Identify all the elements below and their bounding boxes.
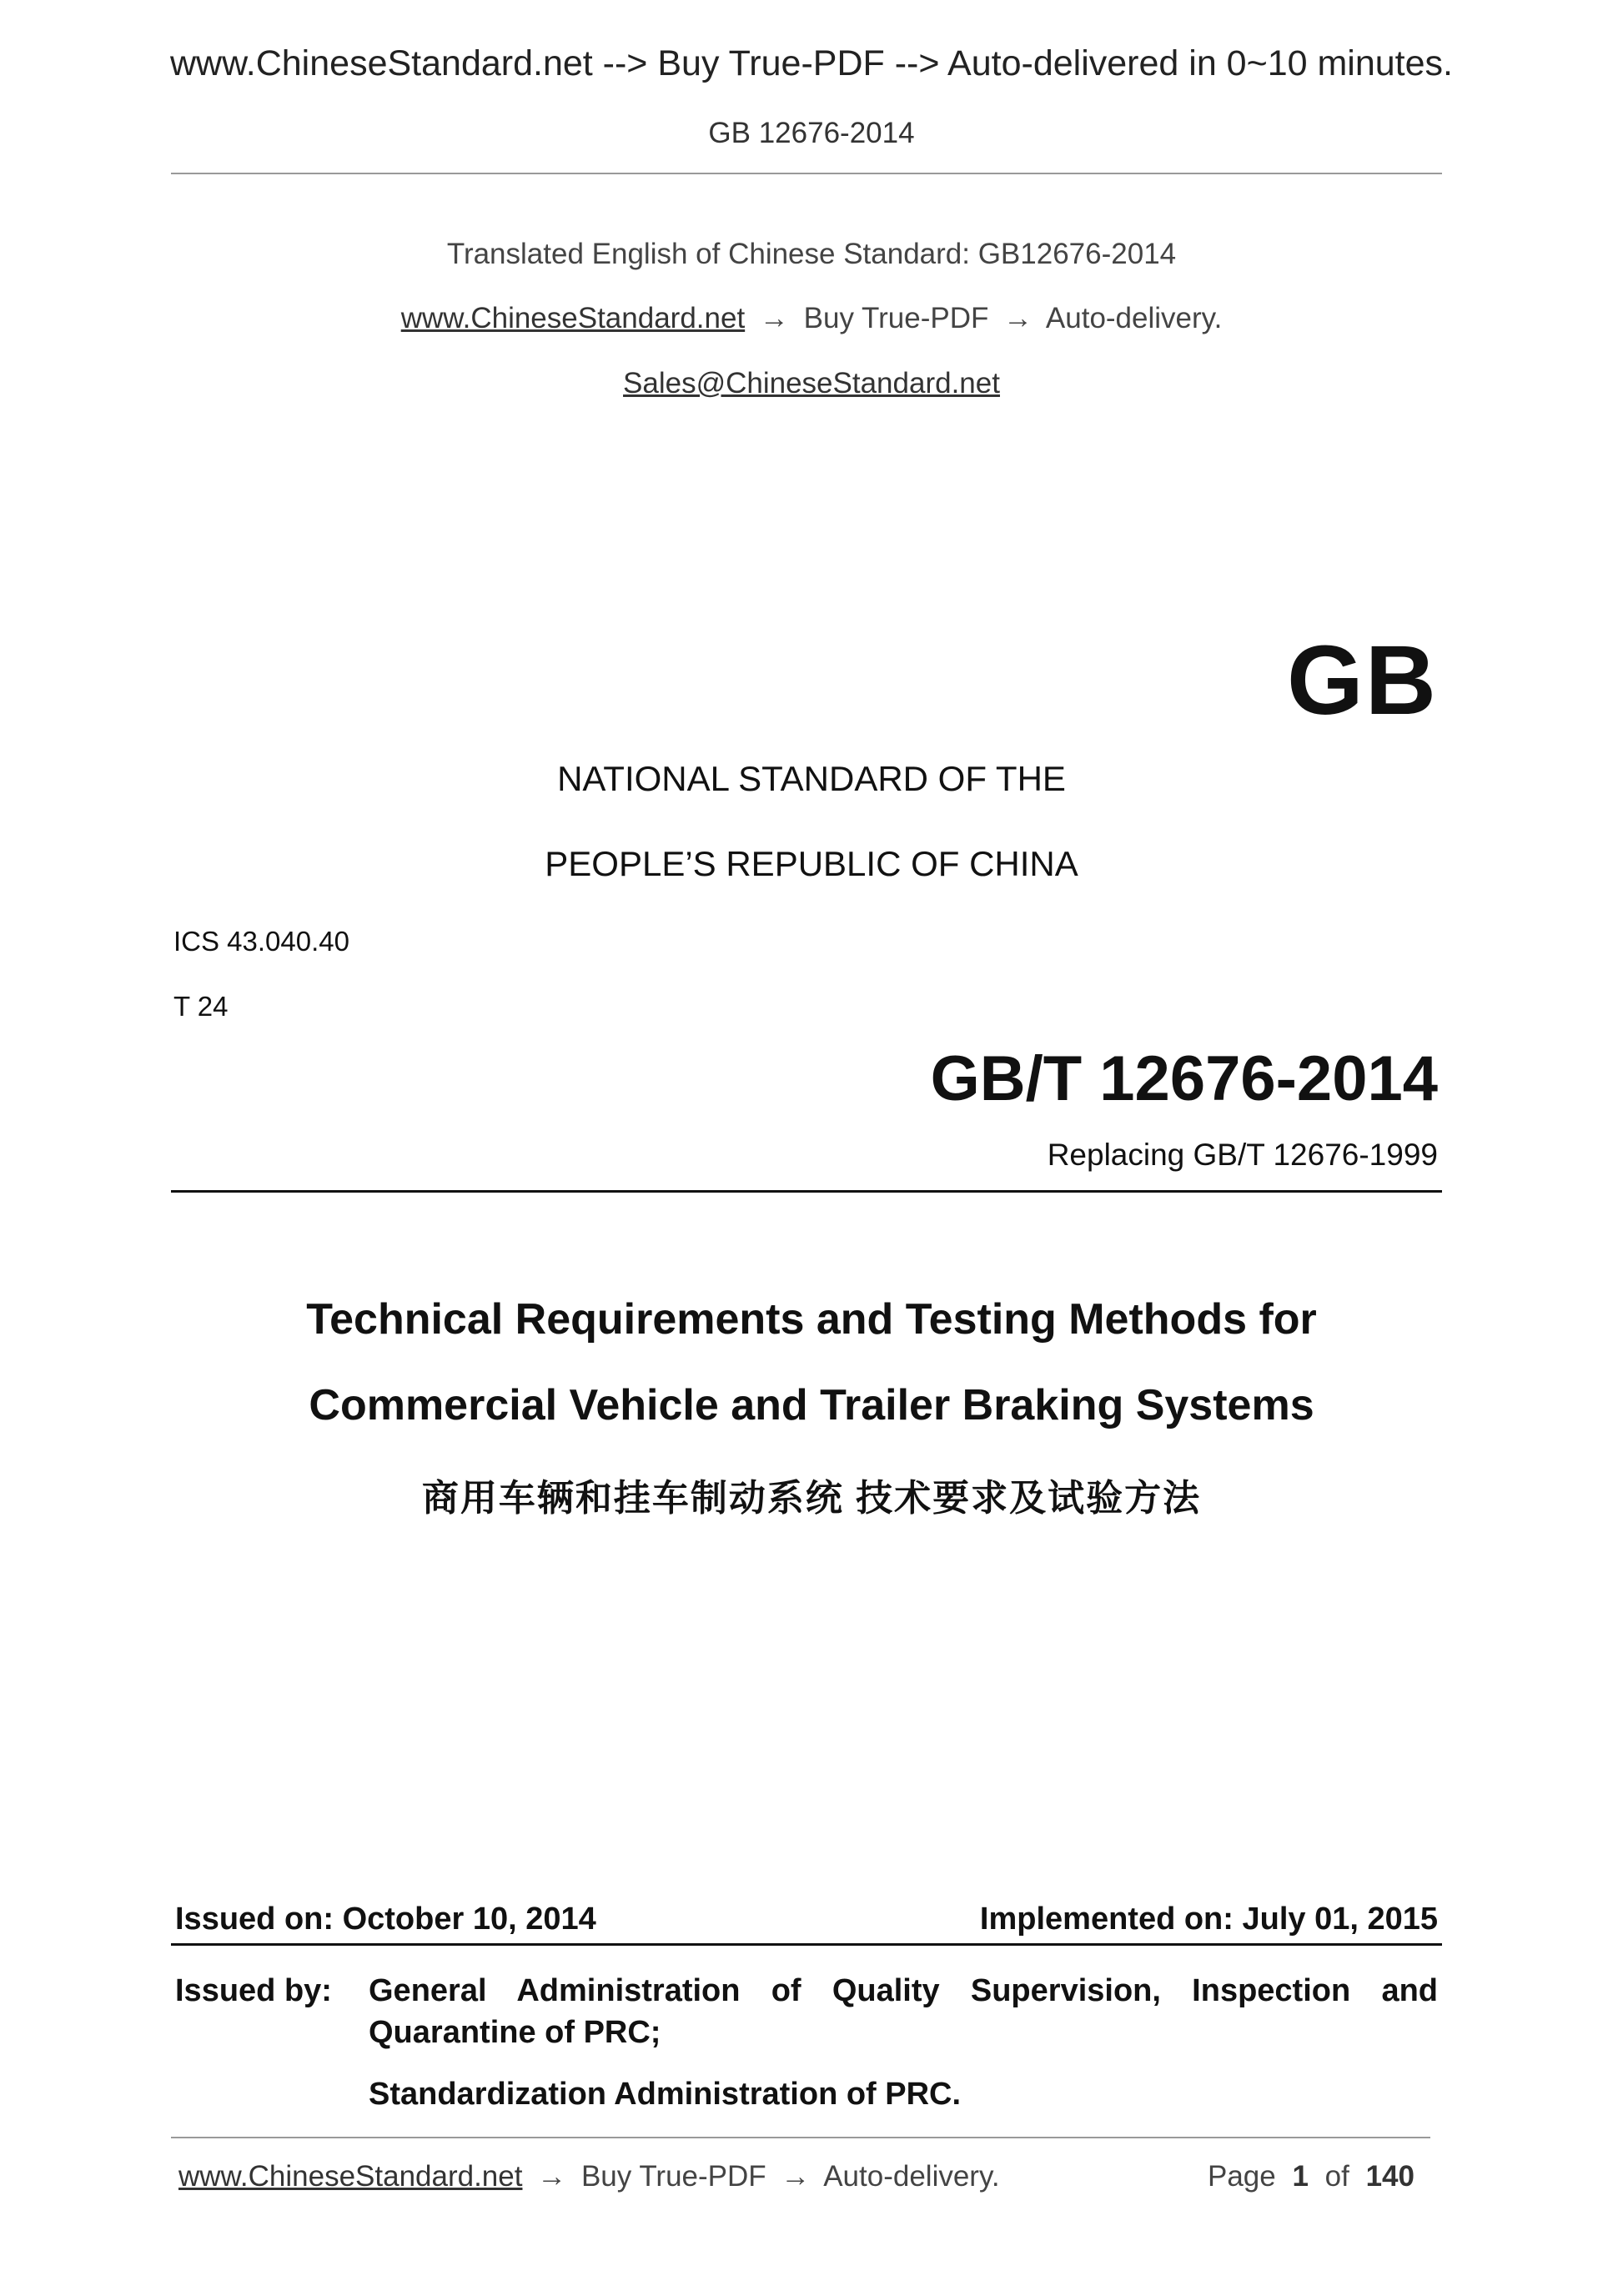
implemented-on-date: Implemented on: July 01, 2015 [979, 1902, 1438, 1937]
national-standard-line1: NATIONAL STANDARD OF THE [557, 759, 1066, 798]
intro-site-link[interactable]: www.ChineseStandard.net [400, 302, 746, 334]
arrow-right-icon: → [537, 2160, 567, 2193]
issued-on-date: Issued on: October 10, 2014 [175, 1902, 596, 1937]
issued-by-label: Issued by: [175, 1973, 332, 2008]
ics-code: ICS 43.040.40 [173, 926, 349, 957]
gb-logo: GB [1287, 625, 1438, 736]
issuing-org-1-line1: General Administration of Quality Supervision, Inspection and [369, 1973, 1438, 2008]
title-chinese: 商用车辆和挂车制动系统 技术要求及试验方法 [421, 1478, 1202, 1519]
intro-buy-text: Buy True-PDF [803, 302, 989, 334]
title-line2: Commercial Vehicle and Trailer Braking Systems [309, 1381, 1314, 1429]
issue-divider [171, 1943, 1442, 1946]
arrow-right-icon: → [1003, 302, 1033, 334]
translated-note: Translated English of Chinese Standard: GB12676-2014 [446, 238, 1177, 270]
t-code: T 24 [173, 991, 229, 1022]
header-standard-code: GB 12676-2014 [708, 117, 915, 149]
standard-number: GB/T 12676-2014 [930, 1043, 1438, 1114]
footer-divider [171, 2137, 1430, 2138]
issued-by-block [175, 1970, 1438, 2115]
intro-site-line [0, 302, 1623, 335]
footer-auto-text: Auto-delivery. [823, 2160, 1000, 2193]
issuing-org-2: Standardization Administration of PRC. [369, 2077, 962, 2112]
header-divider [171, 173, 1442, 174]
page-label: Page [1207, 2160, 1276, 2193]
sales-email-link[interactable]: Sales@ChineseStandard.net [623, 367, 1000, 399]
sales-email-line [0, 367, 1623, 400]
of-label: of [1324, 2160, 1349, 2193]
footer-site-link[interactable]: www.ChineseStandard.net [178, 2160, 523, 2193]
top-banner: www.ChineseStandard.net --> Buy True-PDF --> Auto-delivered in 0~10 minutes. [169, 43, 1453, 83]
replacing-note: Replacing GB/T 12676-1999 [1047, 1138, 1438, 1172]
arrow-right-icon: → [781, 2160, 811, 2193]
footer-buy-text: Buy True-PDF [580, 2160, 766, 2193]
footer-site-line [178, 2160, 1000, 2193]
title-divider [171, 1190, 1442, 1193]
national-standard-line2: PEOPLE’S REPUBLIC OF CHINA [545, 844, 1078, 883]
title-line1: Technical Requirements and Testing Methods for [306, 1295, 1317, 1344]
page-indicator [1208, 2160, 1423, 2193]
arrow-right-icon: → [759, 302, 789, 334]
page-total: 140 [1365, 2160, 1414, 2193]
intro-auto-text: Auto-delivery. [1045, 302, 1223, 334]
issuing-org-1-line2: Quarantine of PRC; [369, 2015, 661, 2050]
page-number: 1 [1292, 2160, 1309, 2193]
